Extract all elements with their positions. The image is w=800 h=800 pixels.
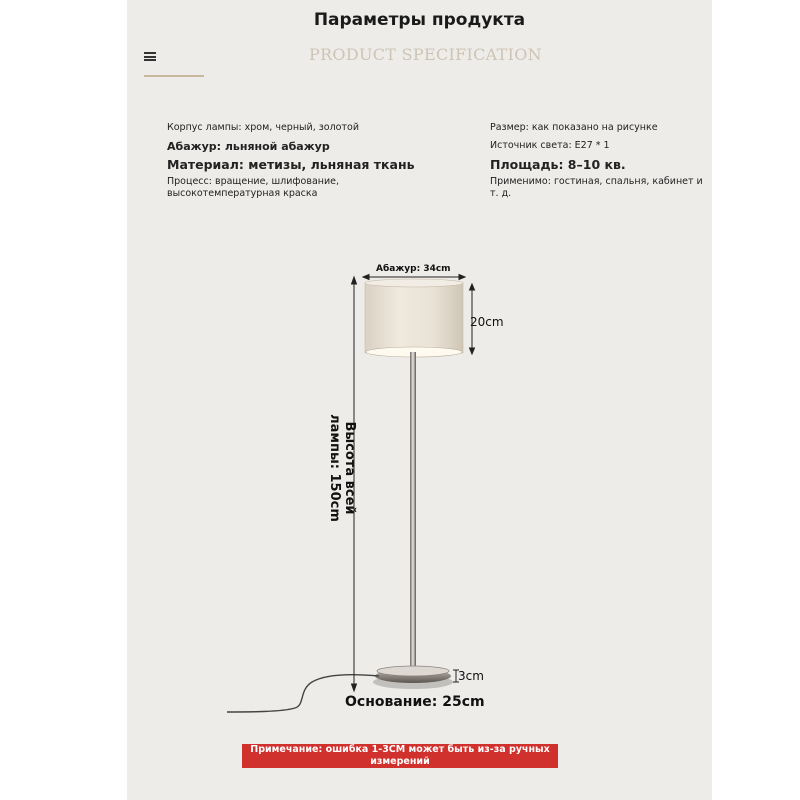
spec-process-2: высокотемпературная краска	[167, 188, 318, 199]
total-height-label	[327, 414, 357, 522]
page-subtitle: PRODUCT SPECIFICATION	[309, 45, 542, 64]
product-spec-panel	[127, 0, 712, 800]
shade-width-label: Абажур: 34cm	[376, 264, 451, 274]
lamp-base	[373, 666, 453, 689]
spec-area: Площадь: 8–10 кв.	[490, 157, 626, 172]
spec-body: Корпус лампы: хром, черный, золотой	[167, 122, 360, 133]
spec-usage-1: Применимо: гостиная, спальня, кабинет и	[490, 176, 703, 187]
spec-light-source: Источник света: E27 * 1	[490, 140, 610, 151]
floor-lamp-illustration	[127, 0, 712, 800]
total-height-line-2: лампы: 150cm	[327, 414, 342, 522]
spec-material: Материал: метизы, льняная ткань	[167, 157, 415, 172]
measurement-note	[242, 744, 558, 768]
base-thickness-label: 3cm	[458, 669, 484, 683]
measurement-note-text: Примечание: ошибка 1-3CM может быть из-за ручных измерений	[250, 744, 550, 767]
spec-size: Размер: как показано на рисунке	[490, 122, 658, 133]
total-height-line-1: Высота всей	[342, 421, 357, 515]
lamp-shade	[365, 279, 463, 357]
page-title: Параметры продукта	[313, 10, 526, 30]
lamp-pole	[410, 352, 416, 670]
spec-shade: Абажур: льняной абажур	[167, 140, 330, 153]
spec-usage-2: т. д.	[490, 188, 512, 199]
spec-process-1: Процесс: вращение, шлифование,	[167, 176, 340, 187]
base-diameter-label: Основание: 25cm	[345, 694, 485, 710]
shade-height-label: 20cm	[470, 315, 504, 329]
